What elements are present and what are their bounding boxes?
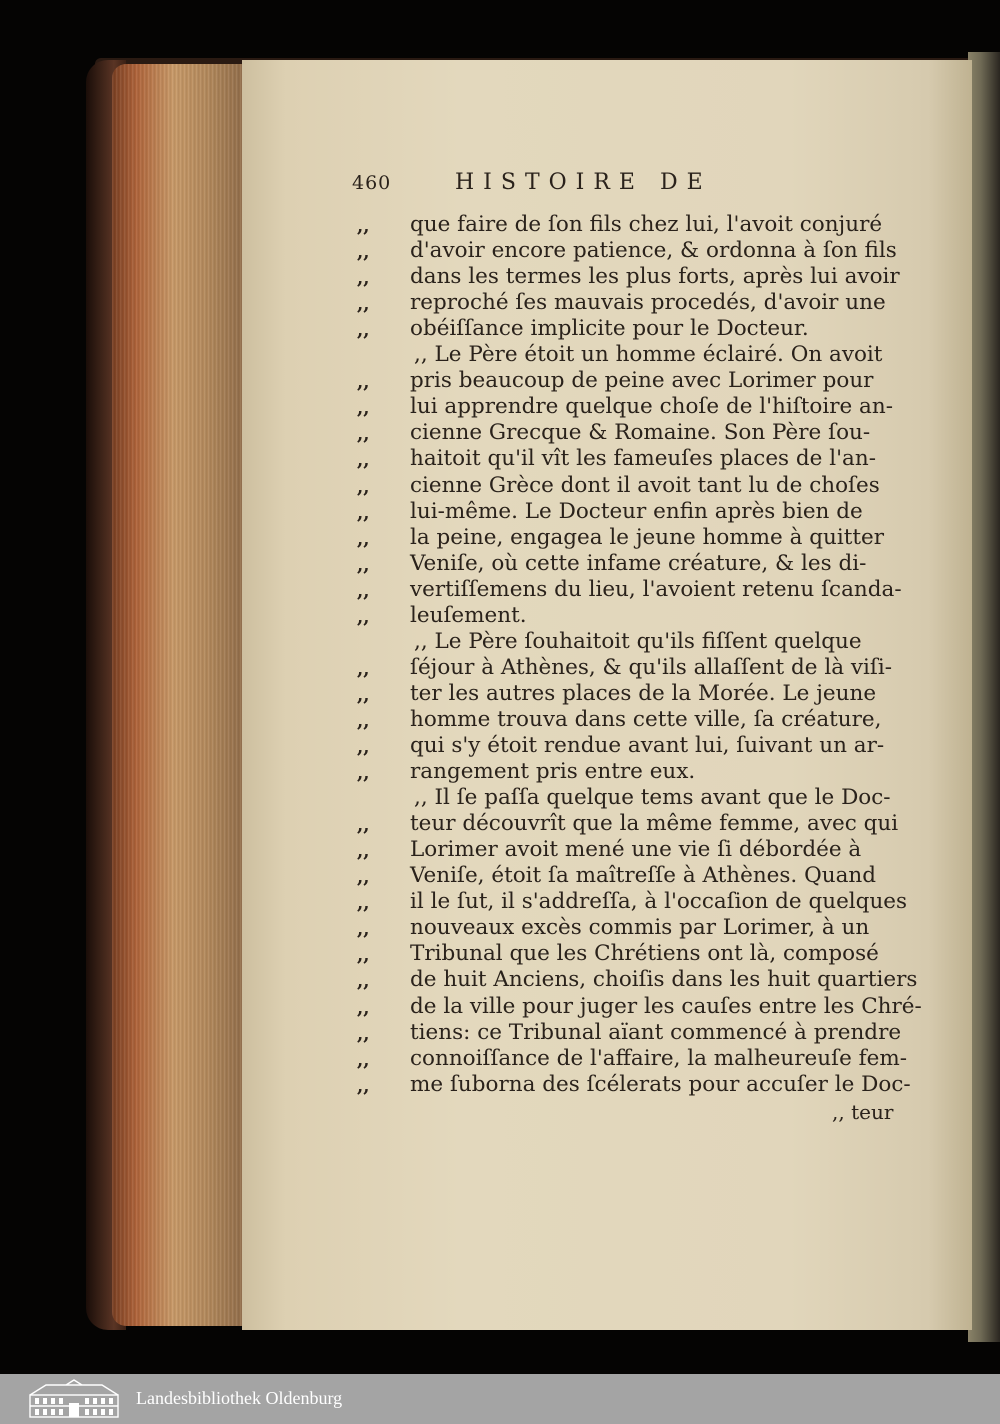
- text-line: [357, 550, 910, 577]
- quote-mark: ,,: [357, 294, 370, 316]
- text-line: [357, 915, 910, 941]
- quote-mark: ,,: [357, 684, 370, 706]
- text-line: [357, 602, 910, 629]
- quote-mark: ,,: [357, 528, 370, 550]
- page-edges: [112, 64, 248, 1326]
- line-text: tiens: ce Tribunal aïant commencé à prendre: [410, 1019, 902, 1045]
- line-text: lui apprendre quelque choſe de l'hiſtoire an-: [410, 394, 893, 420]
- line-text: connoiſſance de l'affaire, la malheureuſe fem-: [410, 1045, 907, 1071]
- text-line: [357, 316, 910, 342]
- facing-page-edge: [968, 52, 1000, 1342]
- text-line: [357, 446, 910, 472]
- line-text: Tribunal que les Chrétiens ont là, composé: [410, 941, 879, 967]
- catchword: ,, teur: [832, 1100, 894, 1124]
- text-line: [357, 863, 910, 889]
- text-line: [357, 420, 910, 446]
- text-line: [357, 368, 910, 394]
- quote-mark: ,,: [357, 398, 370, 420]
- line-text: ,, Le Père étoit un homme éclairé. On avoit: [414, 342, 883, 368]
- text-line: [357, 654, 910, 681]
- line-text: ,, Le Père ſouhaitoit qu'ils fiſſent quelque: [414, 628, 862, 654]
- quote-mark: ,,: [357, 372, 370, 394]
- text-line: [410, 342, 910, 368]
- line-text: obéiſſance implicite pour le Docteur.: [410, 316, 809, 342]
- text-line: [357, 1019, 910, 1046]
- line-text: qui s'y étoit rendue avant lui, ſuivant un ar-: [410, 733, 885, 758]
- line-text: d'avoir encore patience, & ordonna à ſon fils: [410, 238, 897, 264]
- text-line: [357, 212, 910, 238]
- text-line: [357, 967, 918, 993]
- text-line: [357, 264, 910, 290]
- text-line: [357, 238, 910, 264]
- quote-mark: ,,: [357, 1023, 370, 1045]
- text-line: [357, 1071, 911, 1098]
- quote-mark: ,,: [357, 1075, 370, 1097]
- quote-mark: ,,: [357, 893, 370, 915]
- line-text: la peine, engagea le jeune homme à quitter: [410, 524, 885, 550]
- library-name: Landesbibliothek Oldenburg: [136, 1388, 343, 1408]
- quote-mark: ,,: [357, 554, 370, 576]
- line-text: que faire de ſon fils chez lui, l'avoit conjuré: [410, 212, 883, 237]
- quote-mark: ,,: [357, 737, 370, 758]
- line-text: ter les autres places de la Morée. Le jeune: [410, 680, 877, 706]
- quote-mark: ,,: [357, 216, 370, 237]
- text-line: [410, 629, 910, 655]
- quote-mark: ,,: [357, 919, 370, 941]
- line-text: ſéjour à Athènes, & qu'ils allaſſent de là viſi-: [410, 654, 892, 680]
- line-text: homme trouva dans cette ville, ſa créature,: [410, 706, 882, 732]
- quote-mark: ,,: [357, 450, 370, 472]
- line-text: Lorimer avoit mené une vie ſi débordée à: [410, 837, 862, 863]
- running-head: HISTOIRE DE: [455, 170, 712, 195]
- line-text: vertiſſemens du lieu, l'avoient retenu ſcanda-: [410, 576, 902, 602]
- quote-mark: ,,: [357, 971, 370, 993]
- quote-mark: ,,: [357, 476, 370, 498]
- text-line: [357, 941, 910, 967]
- line-text: pris beaucoup de peine avec Lorimer pour: [410, 368, 874, 394]
- quote-mark: ,,: [357, 242, 370, 264]
- text-line: [357, 290, 910, 316]
- quote-mark: ,,: [357, 867, 370, 889]
- line-text: Veniſe, où cette infame créature, & les di-: [410, 550, 867, 576]
- line-text: leuſement.: [410, 602, 527, 628]
- text-line: [357, 498, 910, 525]
- quote-mark: ,,: [357, 268, 370, 290]
- line-text: cienne Grecque & Romaine. Son Père ſou-: [410, 420, 871, 446]
- line-text: de huit Anciens, choiſis dans les huit quartiers: [410, 967, 918, 993]
- text-line: [357, 472, 910, 499]
- text-line: [357, 837, 910, 863]
- line-text: me ſuborna des ſcélerats pour accuſer le Doc-: [410, 1071, 911, 1097]
- quote-mark: ,,: [357, 424, 370, 446]
- quote-mark: ,,: [357, 580, 370, 602]
- text-line: [357, 394, 910, 420]
- text-line: [357, 576, 910, 603]
- quote-mark: ,,: [357, 997, 370, 1019]
- line-text: reproché ſes mauvais procedés, d'avoir une: [410, 290, 886, 316]
- line-text: rangement pris entre eux.: [410, 759, 696, 785]
- book-page: [242, 60, 972, 1330]
- page-number: 460: [352, 172, 392, 194]
- quote-mark: ,,: [357, 763, 370, 785]
- line-text: il le ſut, il s'addreſſa, à l'occaſion de quelques: [410, 889, 908, 915]
- text-line: [357, 889, 910, 915]
- line-text: ,, Il ſe paſſa quelque tems avant que le Doc-: [414, 785, 891, 811]
- text-line: [357, 524, 910, 551]
- text-line: [410, 785, 910, 811]
- text-line: [357, 759, 910, 785]
- quote-mark: ,,: [357, 841, 370, 863]
- line-text: teur découvrît que la même femme, avec qui: [410, 811, 899, 837]
- quote-mark: ,,: [357, 945, 370, 967]
- line-text: Veniſe, étoit ſa maîtreſſe à Athènes. Quand: [410, 863, 876, 889]
- line-text: nouveaux excès commis par Lorimer, à un: [410, 915, 870, 941]
- line-text: lui-même. Le Docteur enfin après bien de: [410, 498, 863, 524]
- text-line: [357, 1045, 910, 1072]
- text-line: [357, 733, 910, 759]
- line-text: de la ville pour juger les cauſes entre les Chré-: [410, 993, 922, 1019]
- library-building-icon: [26, 1379, 122, 1419]
- quote-mark: ,,: [357, 815, 370, 837]
- text-line: [357, 680, 910, 707]
- footer-bar: [0, 1374, 1000, 1424]
- page-header: [352, 168, 912, 202]
- quote-mark: ,,: [357, 502, 370, 524]
- text-line: [357, 706, 910, 733]
- line-text: haitoit qu'il vît les fameuſes places de l'an-: [410, 446, 876, 472]
- quote-mark: ,,: [357, 710, 370, 732]
- text-line: [357, 811, 910, 837]
- quote-mark: ,,: [357, 1049, 370, 1071]
- line-text: dans les termes les plus forts, après lui avoir: [410, 264, 900, 290]
- text-line: [357, 993, 922, 1020]
- quote-mark: ,,: [357, 658, 370, 680]
- line-text: cienne Grèce dont il avoit tant lu de choſes: [410, 472, 880, 498]
- quote-mark: ,,: [357, 320, 370, 342]
- quote-mark: ,,: [357, 606, 370, 628]
